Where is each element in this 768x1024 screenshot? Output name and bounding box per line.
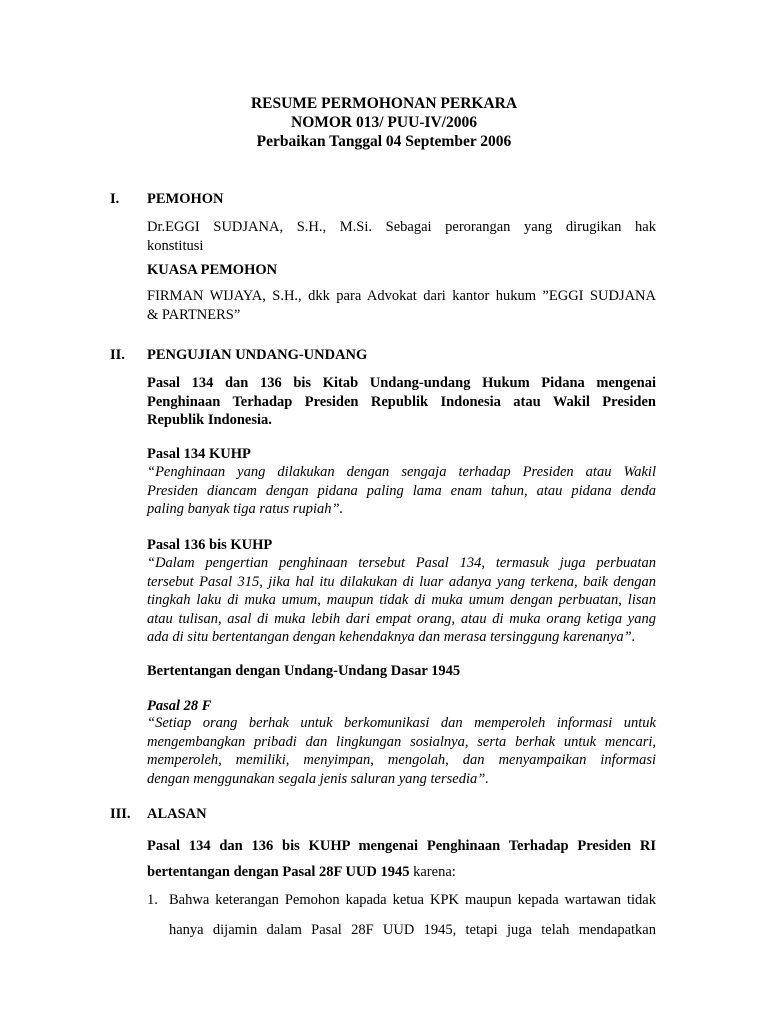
section-3-title: ALASAN <box>147 806 207 822</box>
section-2-title: PENGUJIAN UNDANG-UNDANG <box>147 347 368 363</box>
kuasa-pemohon-title: KUASA PEMOHON <box>147 262 278 278</box>
kuasa-pemohon-text: FIRMAN WIJAYA, S.H., dkk para Advokat dari kantor hukum ”EGGI SUDJANA & PARTNERS” <box>147 288 656 323</box>
pemohon-text: Dr.EGGI SUDJANA, S.H., M.Si. Sebagai perorangan yang dirugikan hak konstitusi <box>147 219 656 254</box>
section-2-number: II. <box>110 347 125 363</box>
title-line-3: Perbaikan Tanggal 04 September 2006 <box>256 133 512 150</box>
section-1-number: I. <box>110 191 120 207</box>
pasal-134-title: Pasal 134 KUHP <box>147 446 251 462</box>
document-title <box>0 94 768 151</box>
section-1-title: PEMOHON <box>147 191 224 207</box>
title-line-1: RESUME PERMOHONAN PERKARA <box>250 95 518 112</box>
pasal-28f-title: Pasal 28 F <box>147 698 212 714</box>
section-3-number: III. <box>110 806 131 822</box>
title-line-2: NOMOR 013/ PUU-IV/2006 <box>291 114 477 131</box>
pasal-136-title: Pasal 136 bis KUHP <box>147 537 273 553</box>
pasal-136-text: “Dalam pengertian penghinaan tersebut Pasal 134, termasuk juga perbuatan tersebut Pasal 315, jika hal itu dilakukan di luar adanya yang terkena, baik dengan tingkah laku di muka umum, maupun tidak di muka umum dengan perbuatan, lisan atau tulisan, asal di muka lebih dari empat orang, atau di muka orang ketiga yang ada di situ bertentangan dengan kehendaknya dan merasa tersinggung karenanya”. <box>147 555 656 645</box>
pengujian-intro: Pasal 134 dan 136 bis Kitab Undang-undang Hukum Pidana mengenai Penghinaan Terhadap Presiden Republik Indonesia atau Wakil Presiden Republik Indonesia. <box>147 375 656 428</box>
list-item-number: 1. <box>147 892 158 908</box>
uud-1945-title: Bertentangan dengan Undang-Undang Dasar 1945 <box>147 663 461 679</box>
pasal-134-text: “Penghinaan yang dilakukan dengan sengaja terhadap Presiden atau Wakil Presiden diancam dengan pidana paling lama enam tahun, atau pidana denda paling banyak tiga ratus rupiah”. <box>147 464 656 517</box>
pasal-28f-text: “Setiap orang berhak untuk berkomunikasi dan memperoleh informasi untuk mengembangkan pribadi dan lingkungan sosialnya, serta berhak untuk mencari, memperoleh, memiliki, menyimpan, mengolah, dan menyampaikan informasi dengan menggunakan segala jenis saluran yang tersedia”. <box>147 715 656 787</box>
list-item-text: Bahwa keterangan Pemohon kapada ketua KPK maupun kepada wartawan tidak hanya dijamin dalam Pasal 28F UUD 1945, tetapi juga telah mendapatkan <box>169 892 656 938</box>
alasan-intro: Pasal 134 dan 136 bis KUHP mengenai Penghinaan Terhadap Presiden RI bertentangan dengan Pasal 28F UUD 1945 karena: <box>147 838 656 880</box>
